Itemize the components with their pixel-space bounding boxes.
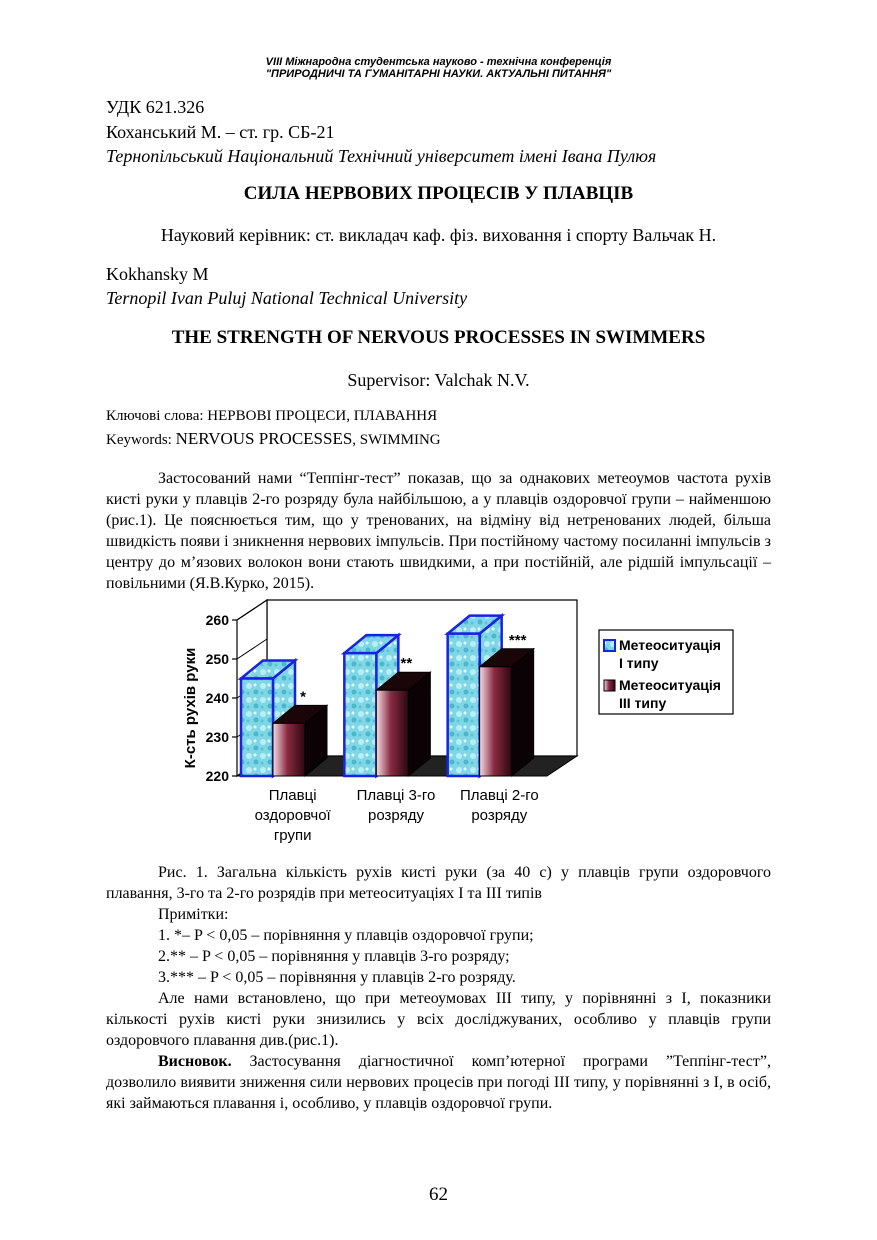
conclusion-label: Висновок. [158, 1053, 232, 1070]
category-label: розряду [368, 807, 424, 824]
x-axis-categories [255, 787, 539, 844]
significance-mark: * [300, 688, 306, 706]
legend-swatch-series1 [604, 640, 615, 651]
conclusion-text: Застосування діагностичної комп’ютерної програми ”Теппінг-тест”, дозволило виявити зниження сили нервових процесів при погоді ІІІ типу, у порівнянні з І, в осіб, які займаються плавання і, особливо, у плавців оздоровчої групи. [106, 1053, 771, 1112]
category-label: розряду [471, 807, 528, 824]
legend-label: І типу [619, 655, 659, 671]
category-label: Плавці [268, 787, 317, 804]
y-tick-label: 220 [205, 768, 229, 784]
legend-label: Метеоситуація [619, 637, 721, 653]
author-en: Kokhansky M [106, 264, 209, 284]
y-tick-label: 250 [205, 651, 229, 667]
bar-series1-front [344, 653, 376, 776]
bar-chart [175, 598, 745, 858]
legend-label: ІІІ типу [619, 695, 667, 711]
udk: УДК 621.326 [106, 97, 205, 117]
category-label: Плавці 2-го [459, 787, 539, 804]
bar-series1-front [241, 679, 273, 777]
supervisor-ua: Науковий керівник: ст. викладач каф. фіз. виховання і спорту Вальчак Н. [160, 225, 717, 245]
y-tick-label: 240 [205, 690, 229, 706]
bar-series2-front [480, 667, 512, 776]
keywords-ua: Ключові слова: НЕРВОВІ ПРОЦЕСИ, ПЛАВАННЯ [106, 408, 438, 424]
bar-series2 [376, 672, 430, 776]
university-en: Ternopil Ivan Puluj National Technical University [106, 288, 468, 308]
conclusion [106, 1051, 771, 1114]
university-ua: Тернопільський Національний Технічний університет імені Івана Пулюя [106, 146, 657, 166]
keywords-en-big: NERVOUS PROCESSES [175, 429, 353, 448]
note-1: 1. *– P < 0,05 – порівняння у плавців оздоровчої групи; [158, 927, 534, 944]
page-number: 62 [429, 1184, 448, 1205]
conference-header-line1: VIII Міжнародна студентська науково - технічна конференція [265, 56, 612, 68]
bar-series2 [480, 649, 534, 776]
notes-title: Примітки: [158, 906, 229, 923]
figure-caption: Рис. 1. Загальна кількість рухів кисті руки (за 40 с) у плавців групи оздоровчого плавання, 3-го та 2-го розрядів при метеоситуаціях І та ІІІ типів [106, 864, 771, 902]
category-label: групи [273, 827, 312, 844]
category-label: оздоровчої [254, 807, 331, 824]
legend-swatch-series2 [604, 680, 615, 691]
bar-series2-front [273, 723, 305, 776]
significance-mark: ** [400, 655, 413, 673]
title-en: THE STRENGTH OF NERVOUS PROCESSES IN SWIMMERS [171, 327, 706, 348]
y-tick-label: 260 [205, 612, 229, 628]
author-ua: Коханський М. – ст. гр. СБ-21 [106, 122, 335, 142]
bar-series2-front [376, 690, 408, 776]
y-tick-label: 230 [205, 729, 229, 745]
note-3: 3.*** – P < 0,05 – порівняння у плавців 2-го розряду. [158, 969, 516, 986]
bar-series2-side [512, 649, 534, 776]
keywords-en-rest: , SWIMMING [352, 432, 441, 448]
title-ua: СИЛА НЕРВОВИХ ПРОЦЕСІВ У ПЛАВЦІВ [243, 183, 634, 204]
note-2: 2.** – P < 0,05 – порівняння у плавців 3-го розряду; [158, 948, 510, 965]
chart-legend [599, 630, 733, 714]
paragraph-1: Застосований нами “Теппінг-тест” показав, що за однакових метеоумов частота рухів кисті руки у плавців 2-го розряду була найбільшою, а у плавців оздоровчої групи – найменшою (рис.1). Це пояснюється тим, що у тренованих, на відміну від нетренованих людей, більша швидкість появи і зникнення нервових імпульсів. При постійному частому посиланні імпульсів з центру до м’язових волокон вони стають швидкими, а при постійній, але рідшій імпульсації – повільними (Я.В.Курко, 2015). [106, 470, 771, 592]
category-label: Плавці 3-го [356, 787, 436, 804]
keywords-en-label: Keywords: [106, 432, 176, 448]
paragraph-2: Але нами встановлено, що при метеоумовах ІІІ типу, у порівнянні з І, показники кількості рухів кисті руки знизились у всіх досліджуваних, особливо у плавців групи оздоровчого плавання див.(рис.1). [106, 990, 771, 1049]
conference-header-line2: "ПРИРОДНИЧІ ТА ГУМАНІТАРНІ НАУКИ. АКТУАЛЬНІ ПИТАННЯ" [265, 68, 612, 80]
bar-series1-front [448, 634, 480, 776]
legend-label: Метеоситуація [619, 677, 721, 693]
keywords-en [106, 428, 441, 451]
significance-mark: *** [508, 631, 527, 649]
supervisor-en: Supervisor: Valchak N.V. [347, 370, 530, 390]
y-axis-label: К-сть рухів руки [182, 647, 199, 769]
